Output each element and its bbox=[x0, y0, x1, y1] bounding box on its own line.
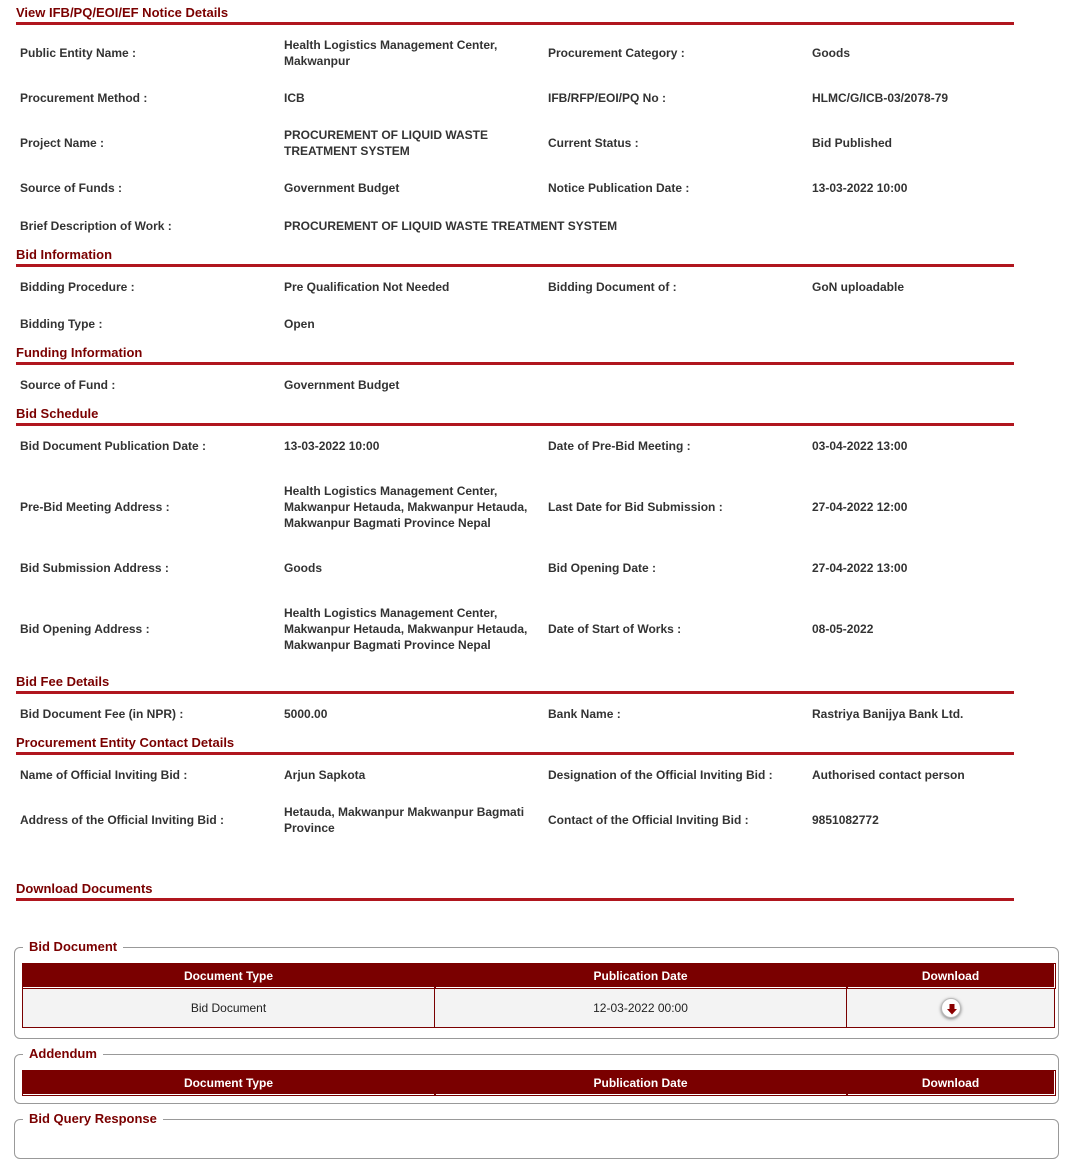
pre-bid-meeting-date-label: Date of Pre-Bid Meeting : bbox=[548, 439, 691, 453]
publication-date-label: Notice Publication Date : bbox=[548, 181, 690, 195]
official-name-value: Arjun Sapkota bbox=[284, 768, 366, 782]
document-type-cell: Bid Document bbox=[23, 988, 435, 1028]
bid-schedule-section-title: Bid Schedule bbox=[16, 406, 1014, 426]
official-contact-label: Contact of the Official Inviting Bid : bbox=[548, 813, 749, 827]
funding-section-title: Funding Information bbox=[16, 345, 1014, 365]
bid-fee-section-title: Bid Fee Details bbox=[16, 674, 1014, 694]
doc-fee-value: 5000.00 bbox=[284, 707, 328, 721]
pre-bid-address-value: Health Logistics Management Center, Makwanpur Hetauda, Makwanpur Hetauda, Makwanpur Bagmati Province Nepal bbox=[284, 484, 528, 530]
brief-description-value: PROCUREMENT OF LIQUID WASTE TREATMENT SYSTEM bbox=[284, 219, 618, 233]
publication-date-value: 13-03-2022 10:00 bbox=[812, 181, 908, 195]
doc-publication-date-value: 13-03-2022 10:00 bbox=[284, 439, 380, 453]
bid-document-table bbox=[22, 963, 1055, 1028]
col-download: Download bbox=[847, 1071, 1055, 1095]
addendum-group bbox=[14, 1046, 1059, 1104]
col-document-type: Document Type bbox=[23, 1071, 435, 1095]
col-document-type: Document Type bbox=[23, 964, 435, 988]
ifb-no-value: HLMC/G/ICB-03/2078-79 bbox=[812, 91, 949, 105]
bid-document-legend: Bid Document bbox=[23, 938, 123, 956]
download-cell bbox=[847, 988, 1055, 1028]
notice-section-title: View IFB/PQ/EOI/EF Notice Details bbox=[16, 5, 1014, 25]
addendum-table bbox=[22, 1070, 1055, 1095]
official-address-label: Address of the Official Inviting Bid : bbox=[20, 813, 225, 827]
opening-date-label: Bid Opening Date : bbox=[548, 561, 656, 575]
designation-label: Designation of the Official Inviting Bid : bbox=[548, 768, 773, 782]
bid-query-legend: Bid Query Response bbox=[23, 1110, 163, 1128]
official-name-label: Name of Official Inviting Bid : bbox=[20, 768, 188, 782]
project-name-label: Project Name : bbox=[20, 136, 105, 150]
doc-publication-date-label: Bid Document Publication Date : bbox=[20, 439, 207, 453]
source-of-fund-label: Source of Fund : bbox=[20, 378, 116, 392]
current-status-value: Bid Published bbox=[812, 136, 893, 150]
bid-query-group bbox=[14, 1111, 1059, 1159]
public-entity-value: Health Logistics Management Center, Makwanpur bbox=[284, 38, 498, 68]
col-publication-date: Publication Date bbox=[435, 964, 847, 988]
opening-address-value: Health Logistics Management Center, Makwanpur Hetauda, Makwanpur Hetauda, Makwanpur Bagmati Province Nepal bbox=[284, 606, 528, 652]
addendum-legend: Addendum bbox=[23, 1045, 103, 1063]
bidding-document-of-value: GoN uploadable bbox=[812, 280, 905, 294]
col-publication-date: Publication Date bbox=[435, 1071, 847, 1095]
last-submission-date-value: 27-04-2022 12:00 bbox=[812, 500, 908, 514]
source-of-fund-value: Government Budget bbox=[284, 378, 400, 392]
download-arrow-icon[interactable] bbox=[941, 998, 961, 1018]
project-name-value: PROCUREMENT OF LIQUID WASTE TREATMENT SYSTEM bbox=[284, 128, 488, 158]
brief-description-label: Brief Description of Work : bbox=[20, 219, 172, 233]
official-address-value: Hetauda, Makwanpur Makwanpur Bagmati Province bbox=[284, 805, 525, 835]
bank-name-label: Bank Name : bbox=[548, 707, 621, 721]
last-submission-date-label: Last Date for Bid Submission : bbox=[548, 500, 723, 514]
start-of-works-label: Date of Start of Works : bbox=[548, 622, 682, 636]
procurement-category-value: Goods bbox=[812, 46, 850, 60]
procurement-method-value: ICB bbox=[284, 91, 305, 105]
bidding-procedure-label: Bidding Procedure : bbox=[20, 280, 135, 294]
ifb-no-label: IFB/RFP/EOI/PQ No : bbox=[548, 91, 667, 105]
source-funds-label: Source of Funds : bbox=[20, 181, 122, 195]
submission-address-value: Goods bbox=[284, 561, 322, 575]
opening-address-label: Bid Opening Address : bbox=[20, 622, 150, 636]
submission-address-label: Bid Submission Address : bbox=[20, 561, 169, 575]
bank-name-value: Rastriya Banijya Bank Ltd. bbox=[812, 707, 964, 721]
public-entity-label: Public Entity Name : bbox=[20, 46, 137, 60]
pre-bid-meeting-date-value: 03-04-2022 13:00 bbox=[812, 439, 908, 453]
col-download: Download bbox=[847, 964, 1055, 988]
current-status-label: Current Status : bbox=[548, 136, 639, 150]
source-funds-value: Government Budget bbox=[284, 181, 400, 195]
pre-bid-address-label: Pre-Bid Meeting Address : bbox=[20, 500, 170, 514]
start-of-works-value: 08-05-2022 bbox=[812, 622, 874, 636]
bidding-type-label: Bidding Type : bbox=[20, 317, 103, 331]
bidding-procedure-value: Pre Qualification Not Needed bbox=[284, 280, 450, 294]
publication-date-cell: 12-03-2022 00:00 bbox=[435, 988, 847, 1028]
bid-info-section-title: Bid Information bbox=[16, 247, 1014, 267]
official-contact-value: 9851082772 bbox=[812, 813, 879, 827]
procurement-category-label: Procurement Category : bbox=[548, 46, 685, 60]
doc-fee-label: Bid Document Fee (in NPR) : bbox=[20, 707, 184, 721]
bid-document-group bbox=[14, 939, 1059, 1039]
procurement-method-label: Procurement Method : bbox=[20, 91, 148, 105]
opening-date-value: 27-04-2022 13:00 bbox=[812, 561, 908, 575]
contact-section-title: Procurement Entity Contact Details bbox=[16, 735, 1014, 755]
download-section-title: Download Documents bbox=[16, 881, 1014, 901]
designation-value: Authorised contact person bbox=[812, 768, 965, 782]
bidding-type-value: Open bbox=[284, 317, 315, 331]
bidding-document-of-label: Bidding Document of : bbox=[548, 280, 677, 294]
table-row bbox=[23, 988, 1055, 1028]
